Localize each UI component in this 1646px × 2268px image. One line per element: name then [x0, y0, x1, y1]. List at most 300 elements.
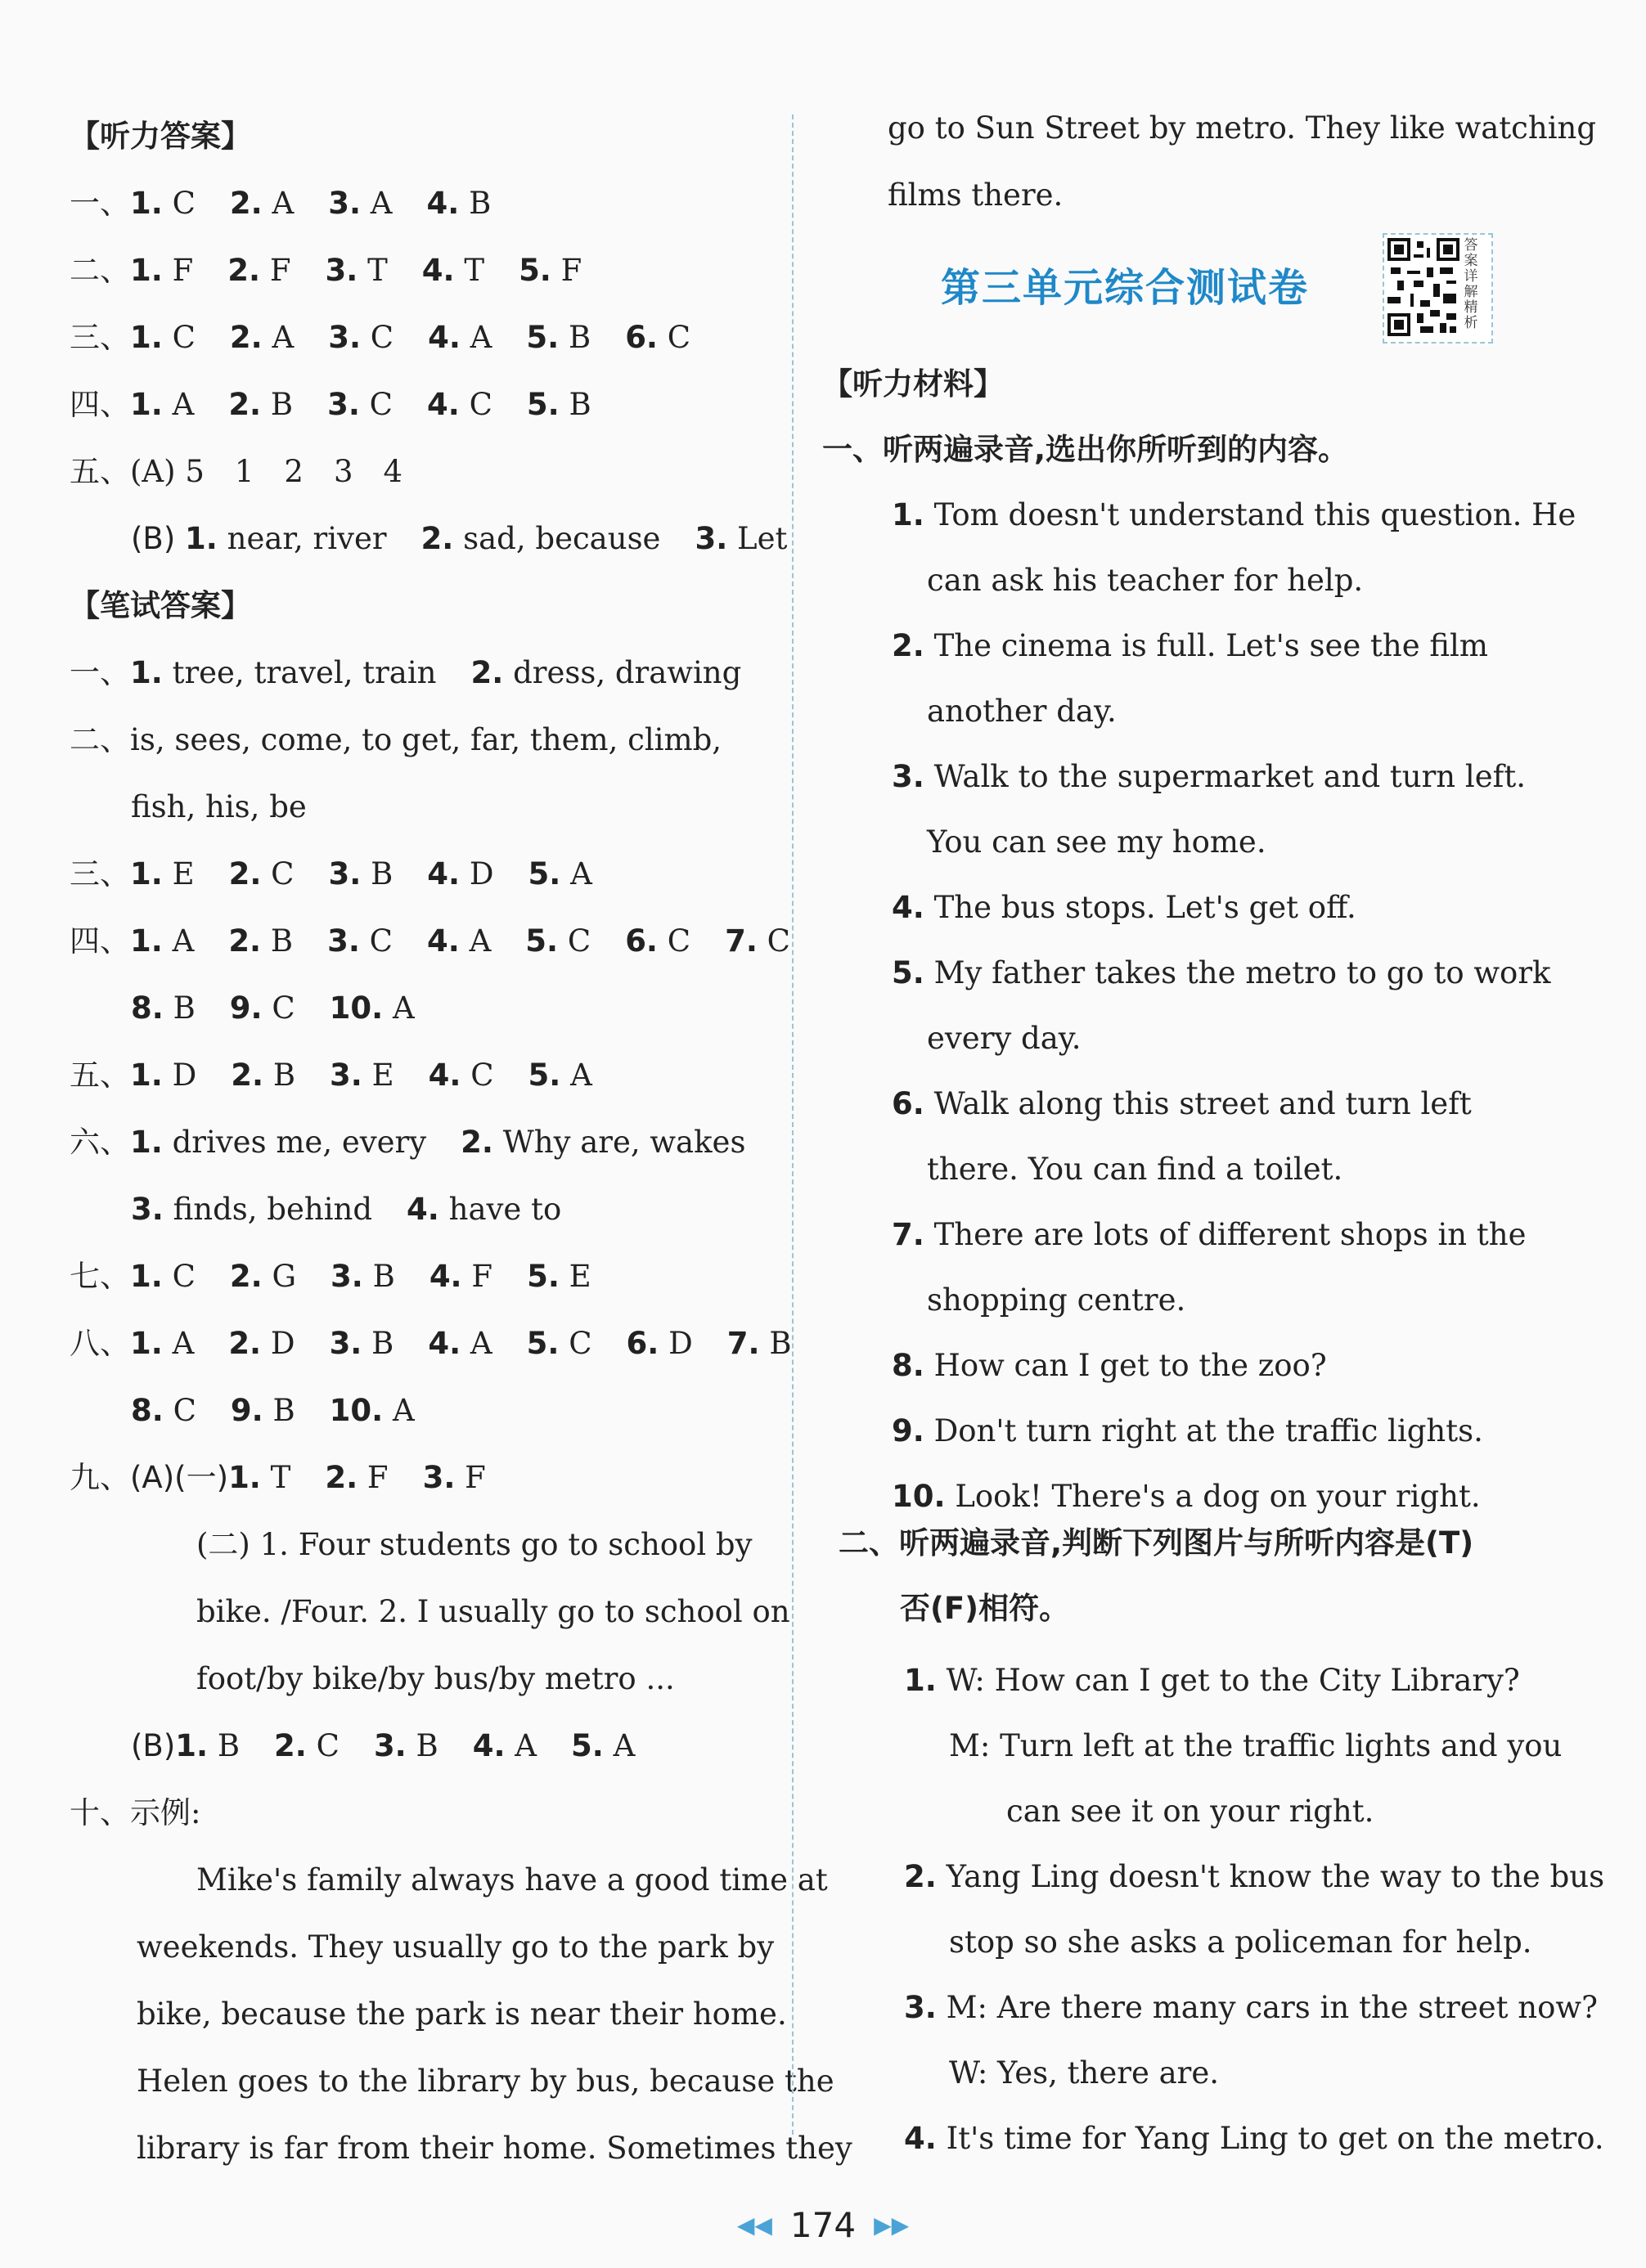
part2-instruction: 二、听两遍录音,判断下列图片与所听内容是(T)	[839, 1525, 1474, 1561]
listening-answer-row: 五、(A) 5 1 2 3 4	[70, 454, 403, 489]
item-number: 1.	[130, 1259, 163, 1294]
item-number: 5.	[519, 253, 551, 288]
answer-text: A	[272, 320, 295, 355]
answer-item	[330, 1323, 394, 1364]
item-number: 3.	[892, 759, 924, 794]
row-items	[185, 521, 787, 556]
part1-item	[892, 1411, 1483, 1452]
row-prefix: 五、	[70, 1058, 130, 1093]
answer-item	[130, 250, 193, 291]
written-answer-row: bike. /Four. 2. I usually go to school on	[196, 1594, 790, 1629]
item-number: 3.	[131, 1192, 164, 1227]
item-number: 10.	[892, 1479, 946, 1514]
qr-code-icon	[1387, 238, 1459, 336]
answer-item	[625, 317, 690, 358]
answer-item	[328, 317, 394, 358]
answer-text: C	[369, 923, 393, 959]
item-number: 2.	[274, 1728, 307, 1763]
item-text: There are lots of different shops in the	[933, 1217, 1527, 1252]
answer-text: B	[272, 1393, 295, 1428]
written-answer-row	[70, 1457, 486, 1498]
part1-item	[892, 1476, 1481, 1517]
answer-item	[130, 653, 437, 694]
answer-item	[230, 317, 294, 358]
answer-text: near, river	[227, 521, 387, 556]
answer-text: D	[668, 1326, 693, 1361]
answer-text: A	[469, 923, 492, 959]
answer-text: C	[470, 1058, 494, 1093]
answer-item	[231, 1055, 295, 1096]
item-number: 1.	[130, 1058, 163, 1093]
essay-line: bike, because the park is near their home.	[137, 1996, 787, 2032]
answer-item	[519, 250, 582, 291]
part2-item	[904, 1660, 1520, 1701]
answer-text: T	[270, 1460, 291, 1495]
written-answer-row	[70, 1055, 592, 1096]
previous-page-icon[interactable]: ◀◀	[736, 2211, 772, 2239]
answer-item	[328, 854, 393, 895]
answer-item	[427, 854, 493, 895]
listening-answer-row	[131, 519, 787, 559]
written-answer-row	[70, 921, 790, 962]
item-number: 2.	[229, 1259, 263, 1294]
item-number: 3.	[328, 320, 362, 355]
answer-item	[130, 1256, 196, 1297]
item-number: 1.	[130, 253, 163, 288]
answer-item	[525, 921, 591, 962]
part2-item	[904, 1987, 1598, 2028]
item-number: 1.	[175, 1728, 209, 1763]
answer-item	[328, 183, 392, 224]
item-number: 2.	[461, 1125, 493, 1160]
item-number: 2.	[229, 320, 263, 355]
item-number: 4.	[428, 320, 461, 355]
answer-text: A	[470, 1326, 492, 1361]
listening-material-header: 【听力材料】	[822, 366, 1004, 402]
answer-item	[130, 1323, 194, 1364]
item-text: Don't turn right at the traffic lights.	[933, 1413, 1483, 1448]
item-text: The cinema is full. Let's see the film	[933, 628, 1488, 663]
dialog-line: stop so she asks a policeman for help.	[949, 1924, 1532, 1960]
answer-text: C	[370, 320, 394, 355]
answer-text: B	[173, 990, 196, 1026]
answer-item	[727, 1323, 792, 1364]
answer-item	[473, 1726, 537, 1767]
item-number: 6.	[625, 320, 658, 355]
answer-item	[130, 921, 194, 962]
written-answer-row	[131, 1390, 415, 1431]
item-text: can ask his teacher for help.	[927, 563, 1364, 598]
answer-text: A	[172, 1326, 195, 1361]
item-number: 6.	[892, 1086, 924, 1121]
row-prefix: 八、	[70, 1326, 130, 1361]
answer-item	[725, 921, 790, 962]
answer-text: B	[416, 1728, 438, 1763]
answer-text: C	[369, 387, 393, 422]
dialog-line: M: Turn left at the traffic lights and you	[949, 1728, 1563, 1763]
item-number: 4.	[427, 856, 461, 891]
answer-item	[571, 1726, 635, 1767]
answer-item	[526, 317, 591, 358]
answer-item	[228, 1323, 295, 1364]
item-number: 2.	[904, 1859, 937, 1894]
listening-answers-header: 【听力答案】	[70, 119, 251, 154]
item-text: Walk to the supermarket and turn left.	[933, 759, 1526, 794]
answer-text: C	[172, 186, 196, 221]
item-number: 2.	[470, 655, 504, 690]
answer-text: C	[667, 320, 691, 355]
part1-item	[892, 757, 1526, 797]
answer-text: A	[172, 387, 195, 422]
answer-text: Why are, wakes	[502, 1125, 746, 1160]
answer-item	[429, 1055, 494, 1096]
answer-item	[229, 854, 295, 895]
answer-text: C	[469, 387, 492, 422]
item-number: 1.	[130, 856, 163, 891]
item-number: 2.	[229, 186, 263, 221]
answer-item	[175, 1726, 240, 1767]
answer-text: A	[392, 990, 415, 1026]
answer-text: dress, drawing	[513, 655, 742, 690]
answer-text: B	[568, 320, 591, 355]
item-number: 1.	[130, 1125, 163, 1160]
answer-item	[427, 921, 491, 962]
listening-answer-row	[70, 250, 582, 291]
item-number: 2.	[892, 628, 924, 663]
written-answer-row: fish, his, be	[131, 789, 307, 824]
answer-item	[230, 988, 295, 1029]
answer-text: D	[270, 1326, 295, 1361]
answer-text: A	[370, 186, 393, 221]
item-number: 10.	[329, 1393, 384, 1428]
row-prefix: 四、	[70, 923, 130, 959]
qr-label: 答案详解精析	[1464, 237, 1478, 331]
item-number: 5.	[571, 1728, 604, 1763]
item-number: 3.	[330, 1058, 362, 1093]
answer-item	[330, 1390, 415, 1431]
item-number: 8.	[131, 990, 164, 1026]
answer-text: C	[173, 1393, 196, 1428]
answer-text: A	[272, 186, 295, 221]
item-number: 2.	[227, 253, 261, 288]
item-number: 3.	[904, 1990, 937, 2025]
item-number: 5.	[526, 1326, 560, 1361]
item-number: 4.	[426, 387, 460, 422]
sample-essay-label: 十、示例:	[70, 1795, 201, 1830]
answer-item	[130, 854, 195, 895]
answer-text: Let	[737, 521, 788, 556]
answer-item	[325, 1457, 388, 1498]
row-prefix: 二、	[70, 253, 130, 288]
item-number: 5.	[528, 1058, 561, 1093]
answer-item	[327, 384, 393, 425]
answer-item	[326, 250, 388, 291]
item-number: 3.	[327, 923, 360, 959]
answer-item	[528, 854, 592, 895]
answer-item	[427, 183, 492, 224]
answer-item	[327, 921, 393, 962]
dialog-line: It's time for Yang Ling to get on the metro.	[946, 2121, 1604, 2156]
item-number: 5.	[525, 923, 559, 959]
dialog-line: M: Are there many cars in the street now?	[946, 1990, 1598, 2025]
answer-item	[427, 384, 492, 425]
row-prefix: 三、	[70, 856, 130, 891]
item-text: Tom doesn't understand this question. He	[933, 497, 1576, 532]
item-continuation	[927, 560, 1363, 601]
row-prefix: (B)	[131, 521, 176, 556]
written-answer-row: 二、is, sees, come, to get, far, them, climb,	[70, 722, 722, 757]
answer-text: E	[569, 1259, 591, 1294]
part1-item	[892, 1345, 1327, 1386]
item-number: 2.	[228, 1326, 262, 1361]
item-text: The bus stops. Let's get off.	[933, 890, 1356, 925]
item-number: 8.	[131, 1393, 164, 1428]
listening-answer-row	[70, 384, 591, 425]
answer-text: B	[371, 856, 394, 891]
item-number: 5.	[527, 1259, 560, 1294]
written-answer-row	[131, 1189, 561, 1230]
answer-text: C	[767, 923, 790, 959]
row-prefix: 六、	[70, 1125, 130, 1160]
answer-text: C	[172, 320, 196, 355]
part1-item	[892, 1084, 1472, 1125]
dialog-line: Yang Ling doesn't know the way to the bus	[946, 1859, 1605, 1894]
answer-item	[330, 988, 415, 1029]
answer-text: D	[172, 1058, 197, 1093]
item-continuation	[927, 1149, 1342, 1190]
answer-text: finds, behind	[173, 1192, 373, 1227]
item-number: 1.	[228, 1460, 261, 1495]
answer-item	[527, 1323, 592, 1364]
answer-text: A	[570, 1058, 592, 1093]
answer-item	[274, 1726, 340, 1767]
row-prefix: 九、(A)(一)	[70, 1460, 229, 1495]
answer-item	[185, 519, 387, 559]
answer-text: B	[270, 387, 294, 422]
written-answer-row	[70, 854, 592, 895]
item-continuation	[927, 691, 1117, 732]
item-number: 9.	[230, 1393, 263, 1428]
row-prefix: 一、	[70, 655, 130, 690]
row-prefix: 四、	[70, 387, 130, 422]
answer-item	[130, 317, 196, 358]
item-text: You can see my home.	[927, 824, 1266, 860]
answer-text: B	[469, 186, 492, 221]
answer-text: A	[515, 1728, 537, 1763]
item-number: 3.	[325, 253, 358, 288]
item-number: 7.	[726, 1326, 760, 1361]
answer-item	[131, 1390, 196, 1431]
item-number: 4.	[407, 1192, 439, 1227]
item-number: 3.	[327, 387, 360, 422]
essay-line: library is far from their home. Sometimes they	[137, 2131, 852, 2166]
item-number: 6.	[626, 1326, 659, 1361]
item-number: 4.	[429, 1259, 462, 1294]
answer-text: C	[316, 1728, 340, 1763]
answer-item	[230, 1256, 296, 1297]
unit-test-title: 第三单元综合测试卷	[941, 265, 1310, 311]
item-number: 1.	[130, 1326, 163, 1361]
answer-text: B	[272, 1058, 296, 1093]
answer-text: C	[271, 856, 295, 891]
essay-line: films there.	[888, 177, 1064, 213]
written-answer-row	[70, 1323, 792, 1364]
part1-item	[892, 626, 1488, 667]
page-footer	[717, 2200, 929, 2249]
item-number: 3.	[329, 1326, 362, 1361]
written-answer-row: foot/by bike/by bus/by metro ...	[196, 1661, 675, 1696]
answer-text: C	[272, 990, 295, 1026]
answer-item	[423, 1457, 486, 1498]
item-text: My father takes the metro to go to work	[933, 955, 1551, 990]
answer-text: E	[371, 1058, 394, 1093]
answer-text: C	[667, 923, 691, 959]
item-number: 4.	[428, 1326, 461, 1361]
row-prefix: (B)	[131, 1728, 176, 1763]
answer-item	[228, 384, 293, 425]
written-answer-row: (二) 1. Four students go to school by	[196, 1527, 753, 1562]
item-number: 5.	[526, 387, 560, 422]
item-number: 2.	[231, 1058, 264, 1093]
answer-item	[471, 653, 742, 694]
answer-item	[130, 1122, 426, 1163]
item-number: 1.	[130, 923, 163, 959]
essay-line: Helen goes to the library by bus, because the	[137, 2064, 834, 2099]
answer-item	[230, 183, 294, 224]
answer-item	[228, 1457, 290, 1498]
answer-text: A	[613, 1728, 636, 1763]
item-text: Look! There's a dog on your right.	[955, 1479, 1481, 1514]
item-number: 3.	[695, 521, 728, 556]
item-number: 4.	[428, 1058, 461, 1093]
row-prefix: 七、	[70, 1259, 130, 1294]
answer-text: C	[172, 1259, 196, 1294]
answer-item	[130, 1055, 196, 1096]
essay-line: Mike's family always have a good time at	[196, 1862, 828, 1897]
page-number: 174	[789, 2204, 857, 2245]
answer-item	[131, 1189, 372, 1230]
written-answer-row	[70, 1122, 745, 1163]
item-number: 4.	[421, 253, 455, 288]
answer-text: F	[367, 1460, 389, 1495]
item-number: 5.	[892, 955, 924, 990]
item-number: 7.	[892, 1217, 924, 1252]
next-page-icon[interactable]: ▶▶	[874, 2211, 910, 2239]
answer-item	[374, 1726, 438, 1767]
item-text: How can I get to the zoo?	[933, 1348, 1327, 1383]
answer-item	[421, 519, 661, 559]
part2-item	[904, 1857, 1604, 1897]
item-text: another day.	[927, 694, 1117, 729]
answer-item	[407, 1189, 561, 1230]
answer-text: B	[372, 1259, 395, 1294]
item-number: 1.	[130, 655, 163, 690]
item-number: 2.	[228, 923, 262, 959]
answer-text: C	[569, 1326, 592, 1361]
answer-text: F	[471, 1259, 493, 1294]
answer-text: T	[367, 253, 388, 288]
answer-item	[627, 1323, 693, 1364]
item-number: 1.	[185, 521, 218, 556]
essay-line: weekends. They usually go to the park by	[137, 1929, 775, 1965]
answer-text: D	[469, 856, 494, 891]
row-prefix: 一、	[70, 186, 130, 221]
answer-item	[231, 1390, 295, 1431]
item-number: 7.	[725, 923, 758, 959]
part2-item	[904, 2118, 1604, 2159]
answer-text: drives me, every	[172, 1125, 427, 1160]
item-number: 1.	[892, 497, 924, 532]
answer-item	[131, 988, 196, 1029]
answer-text: A	[392, 1393, 415, 1428]
item-continuation	[927, 1280, 1185, 1321]
qr-code[interactable]	[1383, 233, 1493, 344]
item-number: 9.	[892, 1413, 924, 1448]
answer-item	[461, 1122, 745, 1163]
answer-item	[625, 921, 690, 962]
column-divider	[792, 115, 794, 2135]
answer-text: A	[570, 856, 592, 891]
answer-item	[527, 1256, 591, 1297]
answer-text: C	[567, 923, 591, 959]
answer-text: have to	[448, 1192, 562, 1227]
item-number: 1.	[130, 320, 163, 355]
answer-text: B	[270, 923, 294, 959]
dialog-line: W: How can I get to the City Library?	[946, 1663, 1520, 1698]
item-number: 4.	[904, 2121, 937, 2156]
written-answer-row	[70, 653, 741, 694]
answer-item	[331, 1256, 395, 1297]
item-number: 3.	[331, 1259, 363, 1294]
part1-item	[892, 953, 1550, 994]
listening-answer-row	[70, 183, 491, 224]
item-number: 4.	[426, 186, 460, 221]
written-answer-row	[70, 1256, 591, 1297]
answer-text: F	[172, 253, 194, 288]
answer-item	[228, 921, 293, 962]
part1-item	[892, 887, 1356, 928]
item-number: 8.	[892, 1348, 924, 1383]
answer-text: B	[371, 1326, 394, 1361]
answer-text: E	[172, 856, 195, 891]
item-number: 2.	[228, 856, 262, 891]
answer-item	[227, 250, 290, 291]
answer-item	[428, 1323, 492, 1364]
item-number: 3.	[328, 186, 362, 221]
answer-item	[130, 384, 194, 425]
answer-item	[429, 1256, 492, 1297]
dialog-line: can see it on your right.	[1006, 1794, 1374, 1829]
item-number: 1.	[130, 186, 163, 221]
item-text: there. You can find a toilet.	[927, 1152, 1343, 1187]
answer-text: A	[470, 320, 492, 355]
part1-instruction: 一、听两遍录音,选出你所听到的内容。	[822, 432, 1349, 467]
written-answer-row	[131, 1726, 635, 1767]
item-number: 4.	[472, 1728, 506, 1763]
answer-text: B	[569, 387, 591, 422]
essay-line: go to Sun Street by metro. They like watching	[888, 110, 1597, 146]
answer-text: F	[560, 253, 582, 288]
answer-text: A	[172, 923, 195, 959]
item-text: shopping centre.	[927, 1282, 1186, 1318]
part1-item	[892, 495, 1576, 536]
listening-answer-row	[70, 317, 690, 358]
item-number: 2.	[228, 387, 262, 422]
item-number: 3.	[328, 856, 362, 891]
answer-text: F	[465, 1460, 486, 1495]
answer-text: G	[272, 1259, 297, 1294]
item-number: 2.	[325, 1460, 358, 1495]
